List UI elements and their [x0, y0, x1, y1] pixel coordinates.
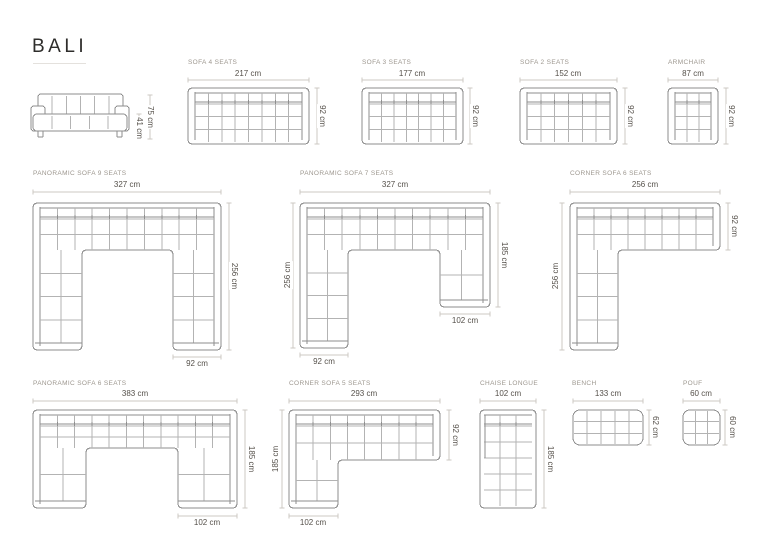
panoramic-sofa-6-seats-depth-dim: 185 cm [247, 445, 256, 473]
corner-sofa-5-seats-leg-width-dim: 102 cm [299, 518, 327, 527]
sofa-3-seats-depth-dim: 92 cm [471, 105, 480, 127]
corner-sofa-5-seats-drawing [289, 410, 440, 508]
sofa-2-seats-depth-dim: 92 cm [626, 105, 635, 127]
bench-depth-dim: 62 cm [651, 416, 660, 438]
corner-sofa-5-seats-depth-dim: 185 cm [271, 445, 280, 473]
chaise-longue-drawing [480, 410, 536, 508]
corner-sofa-6-seats-bar-depth-dim: 92 cm [730, 215, 739, 237]
armchair-depth-dim: 92 cm [727, 105, 736, 127]
sofa-3-seats-label: SOFA 3 SEATS [362, 59, 412, 66]
corner-sofa-5-seats-width-dim: 293 cm [350, 389, 378, 398]
panoramic-sofa-9-seats-label: PANORAMIC SOFA 9 SEATS [33, 170, 127, 177]
panoramic-sofa-6-seats-leg-width-dim: 102 cm [193, 518, 221, 527]
page-title: BALI [32, 36, 88, 57]
pouf-width-dim: 60 cm [690, 389, 712, 398]
panoramic-sofa-6-seats-width-dim: 383 cm [121, 389, 149, 398]
panoramic-sofa-9-seats-leg-width-dim: 92 cm [186, 359, 208, 368]
panoramic-sofa-6-seats-label: PANORAMIC SOFA 6 SEATS [33, 380, 127, 387]
panoramic-sofa-7-seats-left-leg-width-dim: 92 cm [313, 357, 335, 366]
corner-sofa-6-seats-width-dim: 256 cm [631, 180, 659, 189]
chaise-longue-label: CHAISE LONGUE [480, 380, 539, 387]
pouf-label: POUF [683, 380, 703, 387]
panoramic-sofa-7-seats-right-depth-dim: 185 cm [500, 241, 509, 269]
corner-sofa-5-seats-bar-depth-dim: 92 cm [451, 424, 460, 446]
sofa-2-seats-drawing [520, 88, 617, 144]
pouf-depth-dim: 60 cm [728, 416, 737, 438]
elevation-total-height-dim: 75 cm [146, 106, 155, 128]
panoramic-sofa-7-seats-label: PANORAMIC SOFA 7 SEATS [300, 170, 394, 177]
bench-drawing [573, 410, 643, 445]
sofa-3-seats-width-dim: 177 cm [398, 69, 426, 78]
sofa-elevation-drawing [31, 94, 129, 137]
armchair-drawing [668, 88, 718, 144]
bench-label: BENCH [572, 380, 597, 387]
armchair-label: ARMCHAIR [668, 59, 706, 66]
bench-width-dim: 133 cm [594, 389, 622, 398]
corner-sofa-5-seats-label: CORNER SOFA 5 SEATS [289, 380, 371, 387]
panoramic-sofa-7-seats-drawing [300, 203, 490, 348]
chaise-longue-depth-dim: 185 cm [546, 445, 555, 473]
pouf-drawing [683, 410, 720, 445]
panoramic-sofa-6-seats-drawing [33, 410, 237, 508]
elevation-seat-height-dim: 41 cm [135, 117, 144, 139]
armchair-width-dim: 87 cm [682, 69, 704, 78]
sofa-4-seats-width-dim: 217 cm [234, 69, 262, 78]
sofa-3-seats-drawing [362, 88, 463, 144]
panoramic-sofa-9-seats-width-dim: 327 cm [113, 180, 141, 189]
chaise-longue-width-dim: 102 cm [494, 389, 522, 398]
corner-sofa-6-seats-label: CORNER SOFA 6 SEATS [570, 170, 652, 177]
sofa-2-seats-label: SOFA 2 SEATS [520, 59, 570, 66]
sofa-4-seats-drawing [188, 88, 309, 144]
corner-sofa-6-seats-depth-dim: 256 cm [551, 262, 560, 290]
sofa-4-seats-depth-dim: 92 cm [318, 105, 327, 127]
sofa-2-seats-width-dim: 152 cm [554, 69, 582, 78]
sofa-4-seats-label: SOFA 4 SEATS [188, 59, 238, 66]
title-underline [33, 63, 86, 64]
corner-sofa-6-seats-drawing [570, 203, 720, 350]
panoramic-sofa-9-seats-depth-dim: 256 cm [230, 262, 239, 290]
panoramic-sofa-7-seats-width-dim: 327 cm [381, 180, 409, 189]
panoramic-sofa-7-seats-left-depth-dim: 256 cm [283, 261, 292, 289]
panoramic-sofa-9-seats-drawing [33, 203, 221, 350]
panoramic-sofa-7-seats-right-leg-width-dim: 102 cm [451, 316, 479, 325]
